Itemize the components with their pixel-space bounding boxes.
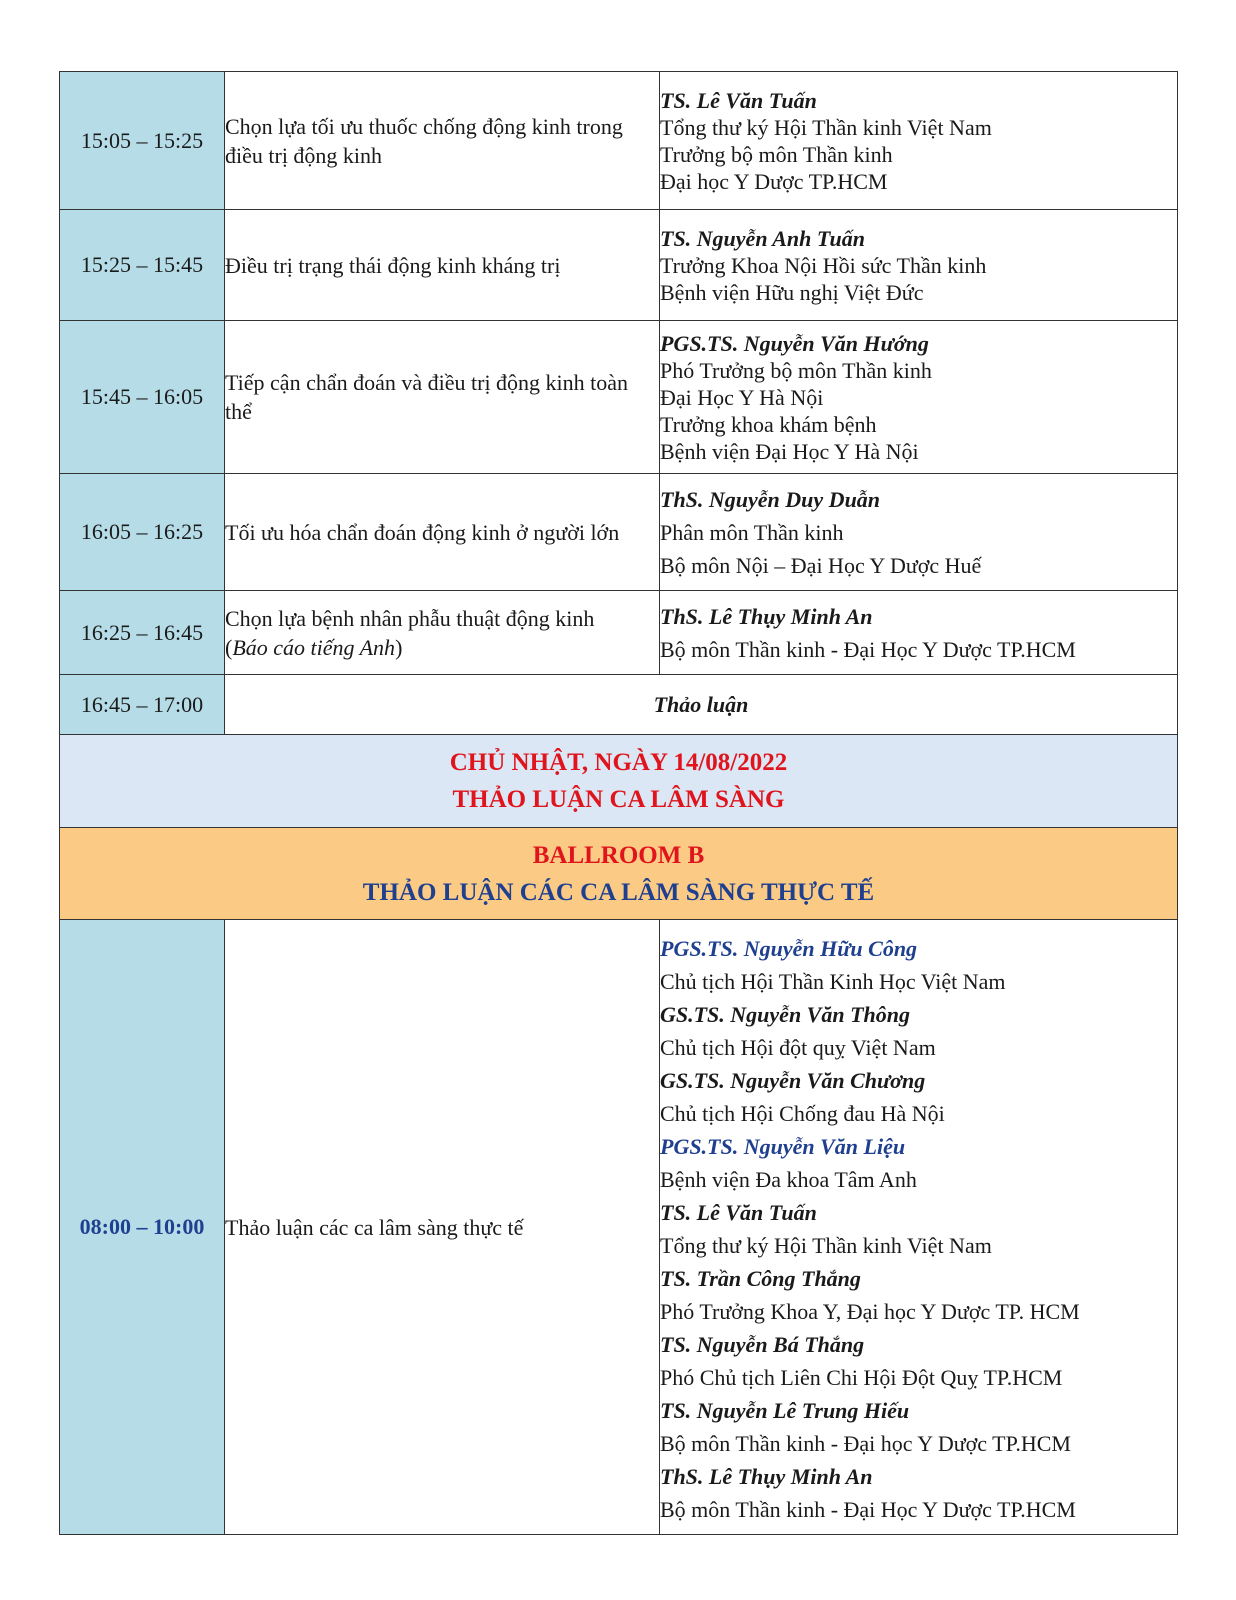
table-row xyxy=(60,591,1178,675)
speaker-name: ThS. Lê Thụy Minh An xyxy=(660,603,873,629)
panelist-affiliation: Chủ tịch Hội đột quỵ Việt Nam xyxy=(660,1035,936,1060)
table-row xyxy=(60,920,1178,1535)
table-row xyxy=(60,210,1178,321)
panelist-name: TS. Lê Văn Tuấn xyxy=(660,1200,817,1225)
speaker-cell xyxy=(660,474,1178,591)
day-band-row xyxy=(60,735,1178,828)
time-slot: 15:25 – 15:45 xyxy=(60,210,225,321)
room-title: THẢO LUẬN CÁC CA LÂM SÀNG THỰC TẾ xyxy=(362,878,875,906)
day-date: CHỦ NHẬT, NGÀY 14/08/2022 xyxy=(449,749,788,776)
speaker-name: PGS.TS. Nguyễn Văn Hướng xyxy=(660,330,929,356)
panel-cell xyxy=(660,920,1178,1535)
topic-note: Báo cáo tiếng Anh xyxy=(232,634,396,660)
panelist-affiliation: Chủ tịch Hội Thần Kinh Học Việt Nam xyxy=(660,969,1006,994)
speaker-cell xyxy=(660,591,1178,675)
time-slot: 16:45 – 17:00 xyxy=(60,675,225,735)
topic: Chọn lựa tối ưu thuốc chống động kinh trong điều trị động kinh xyxy=(225,72,660,210)
speaker-affiliation: Đại học Y Dược TP.HCM xyxy=(660,168,888,194)
panelist-name: GS.TS. Nguyễn Văn Chương xyxy=(660,1068,926,1093)
discussion-label: Thảo luận xyxy=(225,675,1178,735)
panelist-name: GS.TS. Nguyễn Văn Thông xyxy=(660,1002,911,1027)
speaker-name: TS. Lê Văn Tuấn xyxy=(660,87,817,113)
speaker-name: TS. Nguyễn Anh Tuấn xyxy=(660,225,865,251)
speaker-affiliation: Trưởng Khoa Nội Hồi sức Thần kinh xyxy=(660,252,987,278)
speaker-affiliation: Trưởng khoa khám bệnh xyxy=(660,411,877,437)
day-band xyxy=(60,735,1178,828)
time-slot: 08:00 – 10:00 xyxy=(60,920,225,1535)
panelist-name: TS. Nguyễn Bá Thắng xyxy=(660,1332,865,1357)
topic: Tiếp cận chẩn đoán và điều trị động kinh toàn thể xyxy=(225,321,660,474)
room-band-row xyxy=(60,828,1178,920)
speaker-affiliation: Tổng thư ký Hội Thần kinh Việt Nam xyxy=(660,114,992,140)
speaker-affiliation: Bộ môn Thần kinh - Đại Học Y Dược TP.HCM xyxy=(660,636,1076,662)
speaker-cell xyxy=(660,321,1178,474)
topic: Thảo luận các ca lâm sàng thực tế xyxy=(225,920,660,1535)
panelist-name: ThS. Lê Thụy Minh An xyxy=(660,1464,873,1489)
room-band xyxy=(60,828,1178,920)
panelist-affiliation: Chủ tịch Hội Chống đau Hà Nội xyxy=(660,1101,945,1126)
time-slot: 16:05 – 16:25 xyxy=(60,474,225,591)
topic: Chọn lựa bệnh nhân phẫu thuật động kinh (Báo cáo tiếng Anh) xyxy=(225,591,660,675)
panelist-affiliation: Phó Trưởng Khoa Y, Đại học Y Dược TP. HCM xyxy=(660,1299,1080,1324)
panelist-affiliation: Bộ môn Thần kinh - Đại học Y Dược TP.HCM xyxy=(660,1431,1071,1456)
panelist-name: TS. Trần Công Thắng xyxy=(660,1266,861,1291)
speaker-affiliation: Bộ môn Nội – Đại Học Y Dược Huế xyxy=(660,552,982,578)
speaker-name: ThS. Nguyễn Duy Duẫn xyxy=(660,486,881,512)
panelist-affiliation: Phó Chủ tịch Liên Chi Hội Đột Quỵ TP.HCM xyxy=(660,1365,1063,1390)
speaker-cell xyxy=(660,72,1178,210)
speaker-affiliation: Trưởng bộ môn Thần kinh xyxy=(660,141,893,167)
table-row xyxy=(60,321,1178,474)
time-slot: 16:25 – 16:45 xyxy=(60,591,225,675)
panelist-name: PGS.TS. Nguyễn Văn Liệu xyxy=(660,1134,906,1159)
topic-title: Chọn lựa bệnh nhân phẫu thuật động kinh xyxy=(225,605,595,631)
time-slot: 15:05 – 15:25 xyxy=(60,72,225,210)
panelist-name: TS. Nguyễn Lê Trung Hiếu xyxy=(660,1398,910,1423)
day-title: THẢO LUẬN CA LÂM SÀNG xyxy=(452,786,785,813)
topic: Tối ưu hóa chẩn đoán động kinh ở người lớn xyxy=(225,474,660,591)
table-row xyxy=(60,474,1178,591)
speaker-cell xyxy=(660,210,1178,321)
panelist-affiliation: Tổng thư ký Hội Thần kinh Việt Nam xyxy=(660,1233,992,1258)
time-slot: 15:45 – 16:05 xyxy=(60,321,225,474)
panelist-affiliation: Bệnh viện Đa khoa Tâm Anh xyxy=(660,1167,917,1192)
table-row xyxy=(60,72,1178,210)
room-name: BALLROOM B xyxy=(532,841,705,869)
speaker-affiliation: Phó Trưởng bộ môn Thần kinh xyxy=(660,357,932,383)
program-table xyxy=(59,71,1178,1535)
panelist-affiliation: Bộ môn Thần kinh - Đại Học Y Dược TP.HCM xyxy=(660,1497,1076,1522)
topic: Điều trị trạng thái động kinh kháng trị xyxy=(225,210,660,321)
table-row xyxy=(60,675,1178,735)
panelist-name: PGS.TS. Nguyễn Hữu Công xyxy=(660,936,918,961)
speaker-affiliation: Phân môn Thần kinh xyxy=(660,519,844,545)
speaker-affiliation: Đại Học Y Hà Nội xyxy=(660,384,824,410)
speaker-affiliation: Bệnh viện Hữu nghị Việt Đức xyxy=(660,279,924,305)
speaker-affiliation: Bệnh viện Đại Học Y Hà Nội xyxy=(660,438,919,464)
